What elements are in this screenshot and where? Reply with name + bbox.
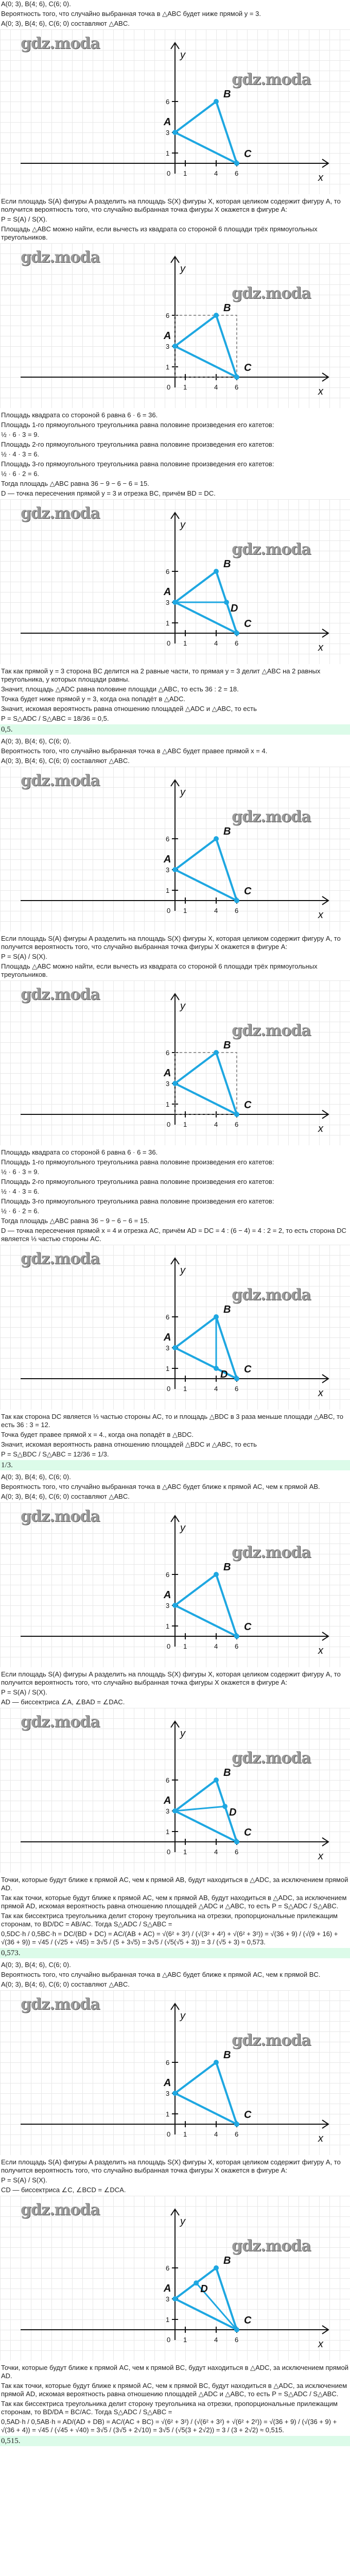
solution-text: Вероятность того, что случайно выбранная точка в △ABC будет ниже прямой y = 3. <box>1 10 261 18</box>
y-tick-label: 1 <box>166 1100 170 1108</box>
x-axis-label: x <box>318 1387 323 1399</box>
solution-text: Если площадь S(A) фигуры A разделить на площадь S(X) фигуры X, которая целиком содержит фигуру A, то получится вероятность того, что случайно выбранная точка фигуры X окажется в фигуре A: <box>1 2158 341 2174</box>
x-tick-label: 6 <box>235 170 239 177</box>
solution-text: ½ · 6 · 3 = 9. <box>1 1168 40 1176</box>
coordinate-plane <box>0 1502 350 1667</box>
y-tick-label: 3 <box>166 343 170 350</box>
point-b-label: B <box>223 1562 231 1573</box>
triangle-abc <box>175 2268 237 2330</box>
coordinate-plane <box>0 29 350 194</box>
solution-text: Тогда площадь △ABC равна 36 − 9 − 6 − 6 = 15. <box>1 1217 149 1225</box>
solution-text: P = S(A) / S(X). <box>1 1688 47 1696</box>
solution-text: Так как точки, которые будут ближе к прямой AC, чем к прямой AB, будут находиться в △ADC, за исключением прямой AD, искомая вероятность равна отношению площадей △ADC и △ABC, то есть P = S△ADC / S△ABC. <box>1 1894 347 1910</box>
point-b-label: B <box>223 89 231 100</box>
point-a <box>172 344 178 349</box>
y-tick-label: 1 <box>166 149 170 157</box>
y-axis-label: y <box>180 1522 185 1534</box>
point-c <box>234 161 239 166</box>
x-tick-label: 6 <box>235 1642 239 1650</box>
y-tick-label: 6 <box>166 98 170 106</box>
y-tick-label: 3 <box>166 1602 170 1609</box>
solution-text: Точки, которые будут ближе к прямой AC, чем к прямой BC, будут находиться в △ADC, за исключением прямой AD. <box>1 2364 349 2380</box>
x-tick-label: 4 <box>214 1121 218 1128</box>
triangle-abc <box>175 315 237 377</box>
x-tick-label: 1 <box>183 170 187 177</box>
answer-box: 0,5. <box>0 724 350 735</box>
point-b <box>214 99 219 104</box>
y-tick-label: 3 <box>166 599 170 606</box>
x-tick-label: 4 <box>214 907 218 914</box>
coordinate-plane <box>0 1245 350 1410</box>
coordinate-plane <box>0 1708 350 1873</box>
watermark-logo: gdz.moda <box>21 1995 100 2013</box>
y-axis-label: y <box>180 1265 185 1276</box>
solution-text: 0,5AD·h / 0,5AB·h = AD/(AD + DB) = AC/(AC + BC) = √(6² + 3²) / (√(6² + 3²) + √(6² + 2²)) = √(36 + 9) / (√(36 + 9) + √(36 + 4)) = √45 / (√45 + √40) = 3√5 / (3√5 + 2√10) = 3√5 / (√5(3 + 2√2)) = 3 / (3 + 2√2) ≈ 0,515. <box>1 2418 337 2434</box>
solution-text: Площадь △ABC можно найти, если вычесть из квадрата со стороной 6 площади трёх прямоугольных треугольников. <box>1 962 318 978</box>
triangle-abc <box>175 1574 237 1636</box>
x-tick-label: 4 <box>214 1848 218 1856</box>
y-tick-label: 6 <box>166 835 170 843</box>
point-c-label: C <box>244 2109 252 2121</box>
solution-text: A(0; 3), B(4; 6), C(6; 0) составляют △ABC. <box>1 1980 130 1988</box>
solution-text: A(0; 3), B(4; 6), C(6; 0). <box>1 737 71 745</box>
solution-text: Так как биссектриса треугольника делит сторону треугольника на отрезки, пропорциональные прилежащим сторонам, то BD/DA = BC/AC. Тогда S△ADC / S△ABC = <box>1 2400 338 2416</box>
y-tick-label: 6 <box>166 1313 170 1321</box>
solution-text: Площадь 2-го прямоугольного треугольника равна половине произведения его катетов: <box>1 440 274 448</box>
origin-label: 0 <box>167 2130 171 2138</box>
solution-text: Если площадь S(A) фигуры A разделить на площадь S(X) фигуры X, которая целиком содержит фигуру A, то получится вероятность того, что случайно выбранная точка фигуры X окажется в фигуре A: <box>1 197 341 213</box>
solution-part-1 <box>0 0 350 737</box>
solution-text: Площадь 1-го прямоугольного треугольника равна половине произведения его катетов: <box>1 1158 274 1166</box>
x-axis-label: x <box>318 1645 323 1656</box>
triangle-diagram <box>0 980 350 1145</box>
y-tick-label: 1 <box>166 1828 170 1836</box>
x-axis-label: x <box>318 642 323 653</box>
point-c <box>234 1376 239 1381</box>
y-tick-label: 6 <box>166 1776 170 1784</box>
solution-text: CD — биссектриса ∠C, ∠BCD = ∠DCA. <box>1 2186 126 2194</box>
x-tick-label: 1 <box>183 1121 187 1128</box>
x-tick-label: 4 <box>214 2130 218 2138</box>
solution-text: Площадь квадрата со стороной 6 равна 6 · 6 = 36. <box>1 411 158 419</box>
y-axis-label: y <box>180 49 185 61</box>
y-axis-label: y <box>180 263 185 275</box>
x-tick-label: 1 <box>183 2336 187 2344</box>
solution-text: ½ · 6 · 2 = 6. <box>1 1207 40 1215</box>
watermark-logo: gdz.moda <box>232 1022 311 1040</box>
y-tick-label: 3 <box>166 1807 170 1815</box>
triangle-diagram <box>0 1990 350 2155</box>
point-c <box>234 2122 239 2127</box>
point-a-label: A <box>164 330 171 342</box>
point-b-label: B <box>223 302 231 314</box>
triangle-diagram <box>0 1502 350 1667</box>
y-tick-label: 3 <box>166 1344 170 1352</box>
x-tick-label: 1 <box>183 383 187 391</box>
segment-ad <box>175 1806 225 1811</box>
solution-text: Площадь 3-го прямоугольного треугольника равна половине произведения его катетов: <box>1 460 274 468</box>
solution-text: Вероятность того, что случайно выбранная точка в △ABC будет ближе к прямой AC, чем к прямой BC. <box>1 1971 321 1978</box>
point-b <box>214 2060 219 2065</box>
watermark-logo: gdz.moda <box>232 1286 311 1304</box>
origin-label: 0 <box>167 1121 171 1128</box>
y-tick-label: 3 <box>166 2295 170 2303</box>
watermark-logo: gdz.moda <box>232 2237 311 2255</box>
point-c <box>234 631 239 636</box>
x-tick-label: 4 <box>214 639 218 647</box>
solution-text: Так как точки, которые будут ближе к прямой AC, чем к прямой BC, будут находиться в △ADC, за исключением прямой AD, искомая вероятность равна отношению площадей △ADC и △ABC, то есть P = S△ADC / S△ABC. <box>1 2382 347 2398</box>
solution-text: A(0; 3), B(4; 6), C(6; 0) составляют △ABC. <box>1 757 130 765</box>
solution-text: Если площадь S(A) фигуры A разделить на площадь S(X) фигуры X, которая целиком содержит фигуру A, то получится вероятность того, что случайно выбранная точка фигуры X окажется в фигуре A: <box>1 1670 341 1686</box>
x-axis-label: x <box>318 172 323 183</box>
watermark-logo: gdz.moda <box>232 808 311 826</box>
x-tick-label: 4 <box>214 1642 218 1650</box>
point-c <box>234 1112 239 1117</box>
x-axis-label: x <box>318 1123 323 1134</box>
solution-text: A(0; 3), B(4; 6), C(6; 0) составляют △ABC. <box>1 1493 130 1500</box>
point-c <box>234 375 239 380</box>
point-a-label: A <box>164 1067 171 1079</box>
y-tick-label: 1 <box>166 363 170 371</box>
point-c <box>234 1839 239 1844</box>
point-a-label: A <box>164 1795 171 1806</box>
solution-text: Значит, площадь △ADC равна половине площади △ABC, то есть 36 : 2 = 18. <box>1 685 239 693</box>
x-axis-label: x <box>318 2338 323 2350</box>
y-tick-label: 6 <box>166 2059 170 2066</box>
y-tick-label: 1 <box>166 2316 170 2324</box>
triangle-abc <box>175 1780 237 1842</box>
solution-text: P = S(A) / S(X). <box>1 215 47 223</box>
x-tick-label: 1 <box>183 907 187 914</box>
x-tick-label: 1 <box>183 1385 187 1393</box>
point-d <box>214 1366 219 1371</box>
coordinate-plane <box>0 1990 350 2155</box>
point-c <box>234 898 239 903</box>
solution-text: Если площадь S(A) фигуры A разделить на площадь S(X) фигуры X, которая целиком содержит фигуру A, то получится вероятность того, что случайно выбранная точка фигуры X окажется в фигуре A: <box>1 935 341 951</box>
point-a <box>172 130 178 135</box>
point-c-label: C <box>244 2315 252 2326</box>
triangle-diagram <box>0 2196 350 2361</box>
solution-part-4 <box>0 1961 350 2449</box>
x-tick-label: 6 <box>235 639 239 647</box>
point-a <box>172 1345 178 1350</box>
triangle-diagram <box>0 243 350 408</box>
origin-label: 0 <box>167 1642 171 1650</box>
watermark-logo: gdz.moda <box>232 1749 311 1767</box>
solution-text: 0,5DC·h / 0,5BC·h = DC/(BD + DC) = AC/(AB + AC) = √(6² + 3²) / (√(3² + 4²) + √(6² + 3²)) = √(36 + 9) / (√(9 + 16) + √(36 + 9)) = √45 / (√25 + √45) = 3√5 / (5 + 3√5) = 3√5 / (√5(√5 + 3)) = 3 / (√5 + 3) ≈ 0,573. <box>1 1930 338 1946</box>
point-d-label: D <box>200 2283 208 2295</box>
origin-label: 0 <box>167 1848 171 1856</box>
point-d <box>224 600 229 605</box>
point-d-label: D <box>229 1807 237 1819</box>
x-tick-label: 6 <box>235 907 239 914</box>
solution-text: Площадь квадрата со стороной 6 равна 6 · 6 = 36. <box>1 1148 158 1156</box>
solution-text: Площадь 1-го прямоугольного треугольника равна половине произведения его катетов: <box>1 421 274 429</box>
solution-text: A(0; 3), B(4; 6), C(6; 0). <box>1 1473 71 1481</box>
point-a <box>172 1603 178 1608</box>
solution-text: D — точка пересечения прямой y = 3 и отрезка BC, причём BD = DC. <box>1 489 216 497</box>
origin-label: 0 <box>167 170 171 177</box>
solution-text: ½ · 4 · 3 = 6. <box>1 1188 40 1195</box>
solution-text: Площадь △ABC можно найти, если вычесть из квадрата со стороной 6 площади трёх прямоугольных треугольников. <box>1 225 318 241</box>
triangle-abc <box>175 1053 237 1114</box>
coordinate-plane <box>0 767 350 931</box>
watermark-logo: gdz.moda <box>21 1713 100 1731</box>
solution-text: A(0; 3), B(4; 6), C(6; 0). <box>1 1961 71 1969</box>
triangle-diagram <box>0 767 350 931</box>
origin-label: 0 <box>167 2336 171 2344</box>
solution-part-3 <box>0 1473 350 1961</box>
x-tick-label: 1 <box>183 1642 187 1650</box>
solution-text: Вероятность того, что случайно выбранная точка в △ABC будет правее прямой x = 4. <box>1 747 268 755</box>
point-c-label: C <box>244 148 252 160</box>
y-axis-label: y <box>180 1001 185 1012</box>
watermark-logo: gdz.moda <box>21 504 100 522</box>
point-d-label: D <box>220 1369 228 1380</box>
point-a <box>172 1808 178 1814</box>
x-tick-label: 1 <box>183 2130 187 2138</box>
solution-text: Точки, которые будут ближе к прямой AC, чем к прямой AB, будут находиться в △ADC, за исключением прямой AD. <box>1 1876 348 1892</box>
x-tick-label: 6 <box>235 2130 239 2138</box>
point-c-label: C <box>244 618 252 630</box>
point-b-label: B <box>223 2255 231 2266</box>
origin-label: 0 <box>167 639 171 647</box>
point-b-label: B <box>223 1040 231 1051</box>
y-axis-label: y <box>180 787 185 798</box>
x-axis-label: x <box>318 2133 323 2144</box>
solution-text: Точка будет ниже прямой y = 3, когда она попадёт в △ADC. <box>1 695 185 703</box>
point-a <box>172 2091 178 2096</box>
y-tick-label: 1 <box>166 2110 170 2118</box>
answer-box: 0,515. <box>0 2436 350 2446</box>
solution-text: ½ · 6 · 3 = 9. <box>1 431 40 438</box>
point-a-label: A <box>164 2283 171 2294</box>
x-tick-label: 4 <box>214 1385 218 1393</box>
point-c-label: C <box>244 362 252 374</box>
origin-label: 0 <box>167 907 171 914</box>
solution-text: P = S△BDC / S△ABC = 12/36 = 1/3. <box>1 1450 109 1458</box>
point-b <box>214 2265 219 2270</box>
x-tick-label: 6 <box>235 383 239 391</box>
watermark-logo: gdz.moda <box>232 71 311 89</box>
point-b-label: B <box>223 1304 231 1315</box>
solution-text: Вероятность того, что случайно выбранная точка в △ABC будет ближе к прямой AC, чем к прямой AB. <box>1 1483 320 1490</box>
solution-text: AD — биссектриса ∠A, ∠BAD = ∠DAC. <box>1 1698 125 1706</box>
x-tick-label: 4 <box>214 383 218 391</box>
y-tick-label: 6 <box>166 1571 170 1579</box>
point-d <box>222 1804 227 1809</box>
point-b-label: B <box>223 826 231 837</box>
watermark-logo: gdz.moda <box>232 540 311 558</box>
y-axis-label: y <box>180 2216 185 2227</box>
y-axis-label: y <box>180 2010 185 2022</box>
solution-text: Точка будет правее прямой x = 4., когда она попадёт в △BDC. <box>1 1431 194 1438</box>
triangle-diagram <box>0 29 350 194</box>
origin-label: 0 <box>167 383 171 391</box>
y-tick-label: 6 <box>166 1049 170 1057</box>
point-c-label: C <box>244 1827 252 1838</box>
triangle-abc <box>175 2062 237 2124</box>
x-tick-label: 6 <box>235 2336 239 2344</box>
watermark-logo: gdz.moda <box>21 772 100 790</box>
solution-text: Так как биссектриса треугольника делит сторону треугольника на отрезки, пропорциональные прилежащим сторонам, то BD/DC = AB/AC. Тогда S△ADC / S△ABC = <box>1 1912 338 1928</box>
point-a <box>172 867 178 872</box>
point-b <box>214 836 219 841</box>
point-a-label: A <box>164 1332 171 1343</box>
triangle-diagram <box>0 499 350 664</box>
point-a-label: A <box>164 586 171 598</box>
y-tick-label: 6 <box>166 312 170 319</box>
point-a-label: A <box>164 1589 171 1601</box>
x-axis-label: x <box>318 1851 323 1862</box>
solution-part-2 <box>0 737 350 1473</box>
y-tick-label: 3 <box>166 1080 170 1088</box>
point-b-label: B <box>223 2049 231 2061</box>
watermark-logo: gdz.moda <box>21 1507 100 1526</box>
point-b-label: B <box>223 558 231 570</box>
point-a <box>172 2296 178 2301</box>
point-c-label: C <box>244 1099 252 1111</box>
coordinate-plane <box>0 2196 350 2361</box>
x-axis-label: x <box>318 386 323 397</box>
triangle-abc <box>175 101 237 163</box>
point-b <box>214 1050 219 1055</box>
answer-box: 1/3. <box>0 1460 350 1470</box>
watermark-logo: gdz.moda <box>21 1250 100 1268</box>
solution-text: P = S△ADC / S△ABC = 18/36 = 0,5. <box>1 715 109 722</box>
y-tick-label: 1 <box>166 1365 170 1372</box>
watermark-logo: gdz.moda <box>21 248 100 266</box>
point-b <box>214 1777 219 1783</box>
watermark-logo: gdz.moda <box>232 284 311 302</box>
solution-text: Тогда площадь △ABC равна 36 − 9 − 6 − 6 = 15. <box>1 480 149 487</box>
x-tick-label: 1 <box>183 1848 187 1856</box>
point-a-label: A <box>164 116 171 128</box>
point-a <box>172 600 178 605</box>
x-tick-label: 4 <box>214 2336 218 2344</box>
point-c-label: C <box>244 1621 252 1633</box>
coordinate-plane <box>0 980 350 1145</box>
solution-text: Значит, искомая вероятность равна отношению площадей △ADC и △ABC, то есть <box>1 705 257 713</box>
y-tick-label: 1 <box>166 619 170 627</box>
solution-text: A(0; 3), B(4; 6), C(6; 0). <box>1 0 71 8</box>
coordinate-plane <box>0 243 350 408</box>
solution-text: A(0; 3), B(4; 6), C(6; 0) составляют △ABC. <box>1 20 130 27</box>
point-d-label: D <box>231 603 238 614</box>
point-b <box>214 569 219 574</box>
solution-text: Значит, искомая вероятность равна отношению площадей △BDC и △ABC, то есть <box>1 1440 257 1448</box>
watermark-logo: gdz.moda <box>21 2201 100 2219</box>
point-c-label: C <box>244 1364 252 1375</box>
x-tick-label: 6 <box>235 1121 239 1128</box>
solution-text: P = S(A) / S(X). <box>1 2176 47 2184</box>
y-tick-label: 1 <box>166 887 170 894</box>
solution-text: Так как прямой y = 3 сторона BC делится на 2 равные части, то прямая y = 3 делит △ABC на 2 равных треугольника, у которых площади равны. <box>1 667 321 683</box>
point-c <box>234 2327 239 2332</box>
x-tick-label: 6 <box>235 1385 239 1393</box>
y-axis-label: y <box>180 519 185 531</box>
solution-text: Площадь 3-го прямоугольного треугольника равна половине произведения его катетов: <box>1 1197 274 1205</box>
y-axis-label: y <box>180 1728 185 1739</box>
solution-text: Площадь 2-го прямоугольного треугольника равна половине произведения его катетов: <box>1 1178 274 1185</box>
point-a <box>172 1081 178 1086</box>
x-tick-label: 1 <box>183 639 187 647</box>
point-b <box>214 313 219 318</box>
point-b <box>214 1314 219 1319</box>
watermark-logo: gdz.moda <box>232 1544 311 1562</box>
y-tick-label: 3 <box>166 866 170 874</box>
point-a-label: A <box>164 854 171 865</box>
y-tick-label: 1 <box>166 1622 170 1630</box>
point-c <box>234 1634 239 1639</box>
y-tick-label: 6 <box>166 568 170 575</box>
point-d <box>194 2280 199 2285</box>
solution-text: Так как сторона DC является ⅓ частью стороны AC, то и площадь △BDC в 3 раза меньше площади △ABC, то есть 36 : 3 = 12. <box>1 1413 344 1429</box>
answer-box: 0,573. <box>0 1948 350 1958</box>
solution-text: ½ · 6 · 2 = 6. <box>1 470 40 478</box>
watermark-logo: gdz.moda <box>21 986 100 1004</box>
point-c-label: C <box>244 886 252 897</box>
y-tick-label: 3 <box>166 129 170 137</box>
solution-text: D — точка пересечения прямой x = 4 и отрезка AC, причём AD = DC = 4 : (6 − 4) = 4 : 2 = 2, то есть сторона DC является ⅓ частью стороны AC. <box>1 1227 346 1243</box>
watermark-logo: gdz.moda <box>232 2031 311 2049</box>
watermark-logo: gdz.moda <box>21 35 100 53</box>
y-tick-label: 6 <box>166 2264 170 2272</box>
point-b <box>214 1572 219 1577</box>
x-tick-label: 6 <box>235 1848 239 1856</box>
origin-label: 0 <box>167 1385 171 1393</box>
triangle-diagram <box>0 1245 350 1410</box>
solution-text: P = S(A) / S(X). <box>1 953 47 960</box>
triangle-diagram <box>0 1708 350 1873</box>
point-b-label: B <box>223 1767 231 1778</box>
solution-text: ½ · 4 · 3 = 6. <box>1 450 40 458</box>
coordinate-plane <box>0 499 350 664</box>
x-axis-label: x <box>318 909 323 921</box>
y-tick-label: 3 <box>166 2090 170 2097</box>
x-tick-label: 4 <box>214 170 218 177</box>
triangle-abc <box>175 839 237 901</box>
point-a-label: A <box>164 2077 171 2089</box>
